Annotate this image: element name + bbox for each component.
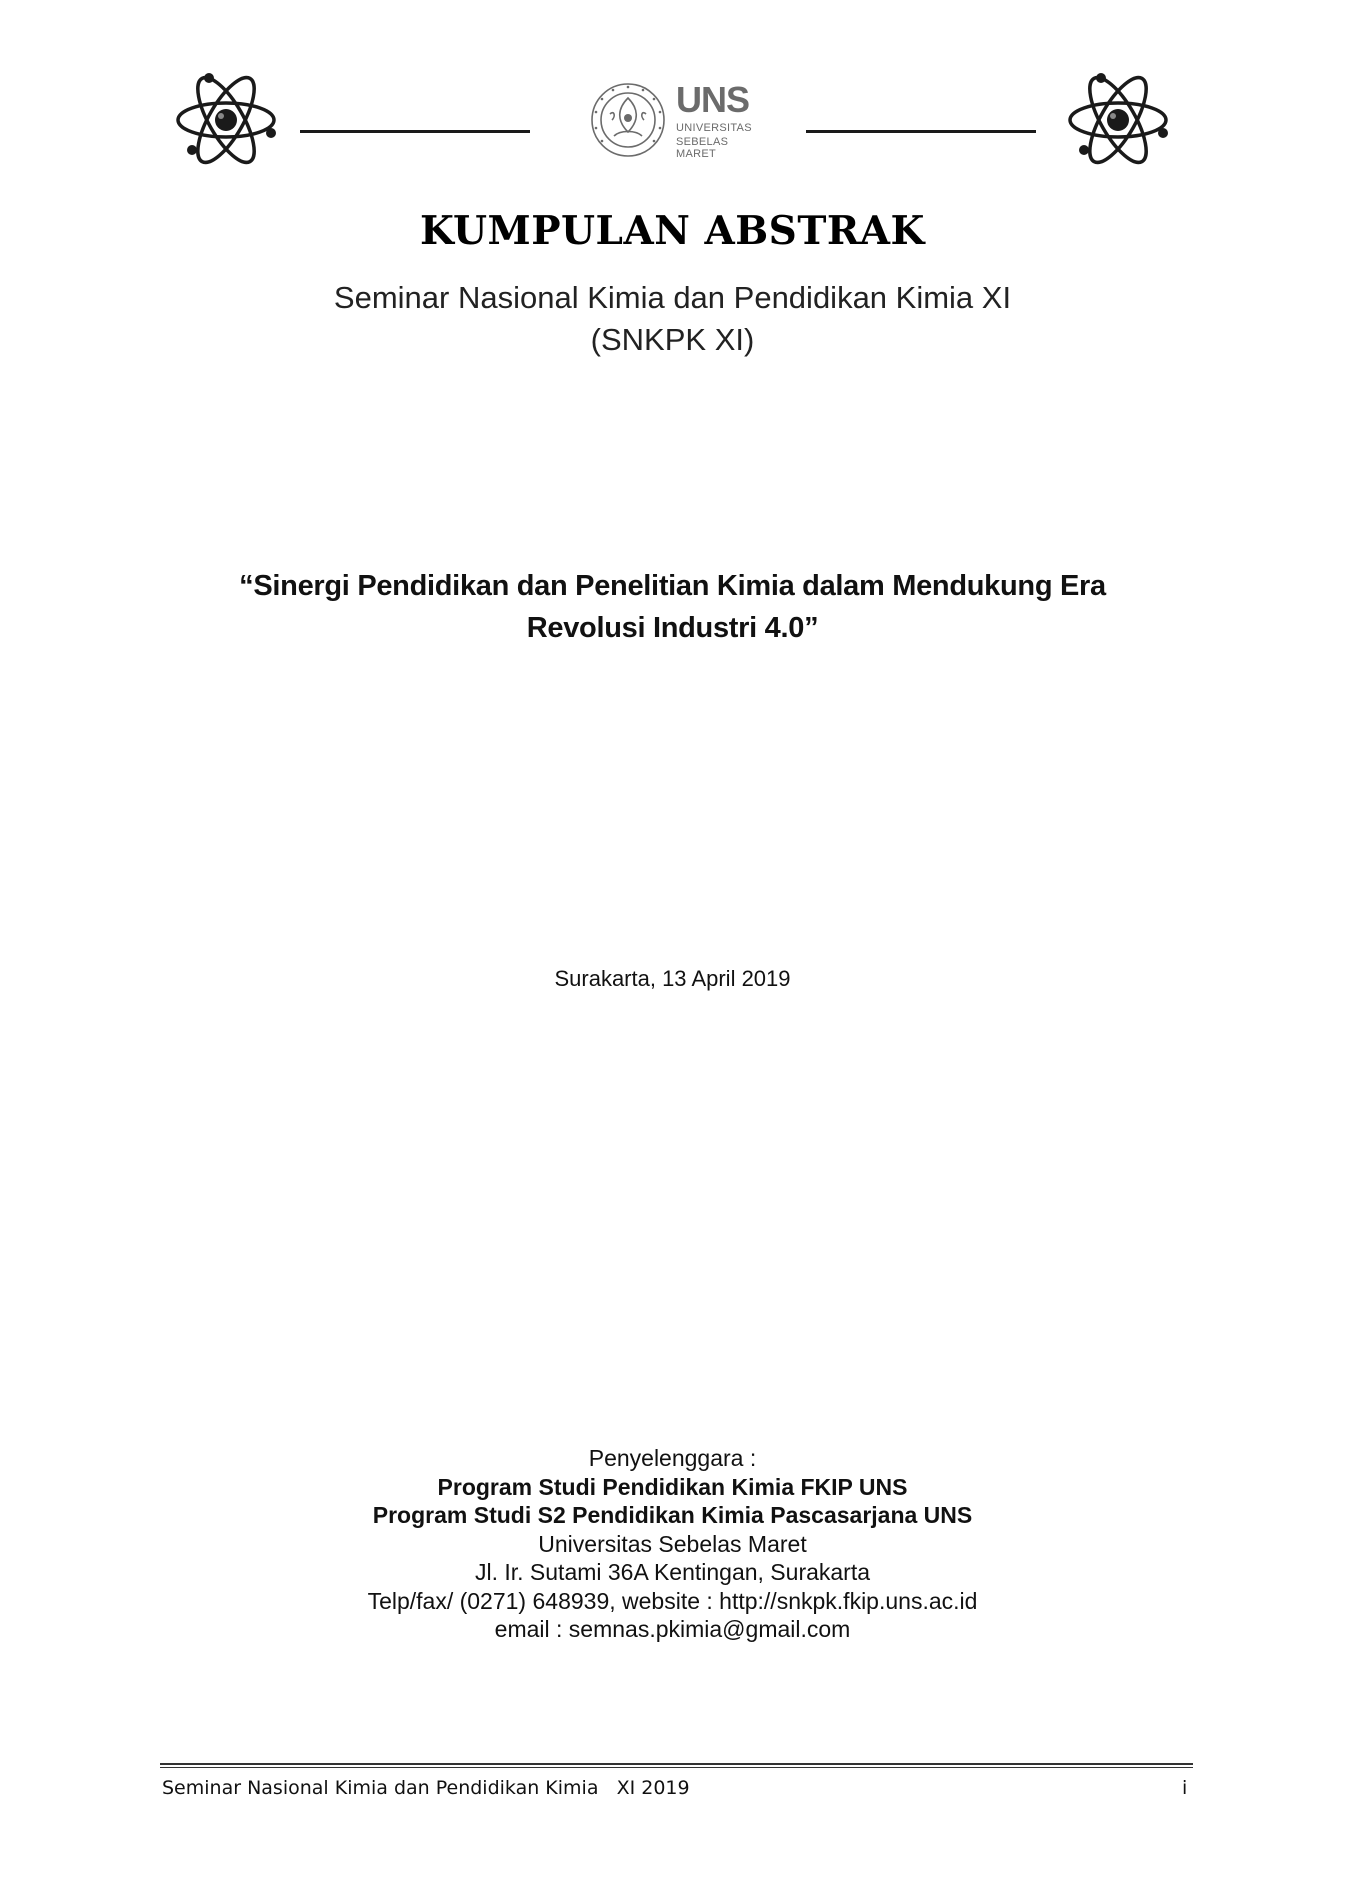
- organizer-address: Jl. Ir. Sutami 36A Kentingan, Surakarta: [474, 1559, 871, 1585]
- logo-wordmark: UNS: [676, 79, 750, 120]
- logo-subtitle-line1: UNIVERSITAS: [676, 122, 752, 134]
- atom-icon: [174, 68, 278, 172]
- organizer-program-1: Program Studi Pendidikan Kimia FKIP UNS: [437, 1473, 908, 1500]
- organizer-label: Penyelenggara :: [588, 1445, 757, 1471]
- seminar-name: Seminar Nasional Kimia dan Pendidikan Kimia XI: [333, 280, 1012, 315]
- atom-icon: [1066, 68, 1170, 172]
- seminar-theme-line2: Revolusi Industri 4.0”: [526, 612, 819, 644]
- document-title: KUMPULAN ABSTRAK: [420, 208, 925, 254]
- footer-text: Seminar Nasional Kimia dan Pendidikan Kimia XI 2019: [162, 1777, 690, 1799]
- organizer-program-2: Program Studi S2 Pendidikan Kimia Pascasarjana UNS: [372, 1502, 973, 1528]
- university-logo: [588, 80, 768, 160]
- page-number: i: [1182, 1777, 1188, 1799]
- header-rule-left: [300, 130, 530, 133]
- organizer-contact: Telp/fax/ (0271) 648939, website : http://snkpk.fkip.uns.ac.id: [367, 1587, 978, 1614]
- footer-rule: [160, 1763, 1193, 1765]
- organizer-email: email : semnas.pkimia@gmail.com: [494, 1616, 851, 1642]
- footer-rule-thin: [160, 1767, 1193, 1768]
- organizer-block: [0, 1444, 1345, 1644]
- seminar-theme-line1: “Sinergi Pendidikan dan Penelitian Kimia dalam Mendukung Era: [239, 570, 1106, 602]
- uns-emblem-icon: [588, 80, 668, 160]
- organizer-university: Universitas Sebelas Maret: [538, 1530, 807, 1557]
- place-date: Surakarta, 13 April 2019: [554, 966, 791, 991]
- seminar-abbreviation: (SNKPK XI): [590, 322, 755, 357]
- logo-subtitle-line2: SEBELAS MARET: [676, 136, 729, 160]
- header-rule-right: [806, 130, 1036, 133]
